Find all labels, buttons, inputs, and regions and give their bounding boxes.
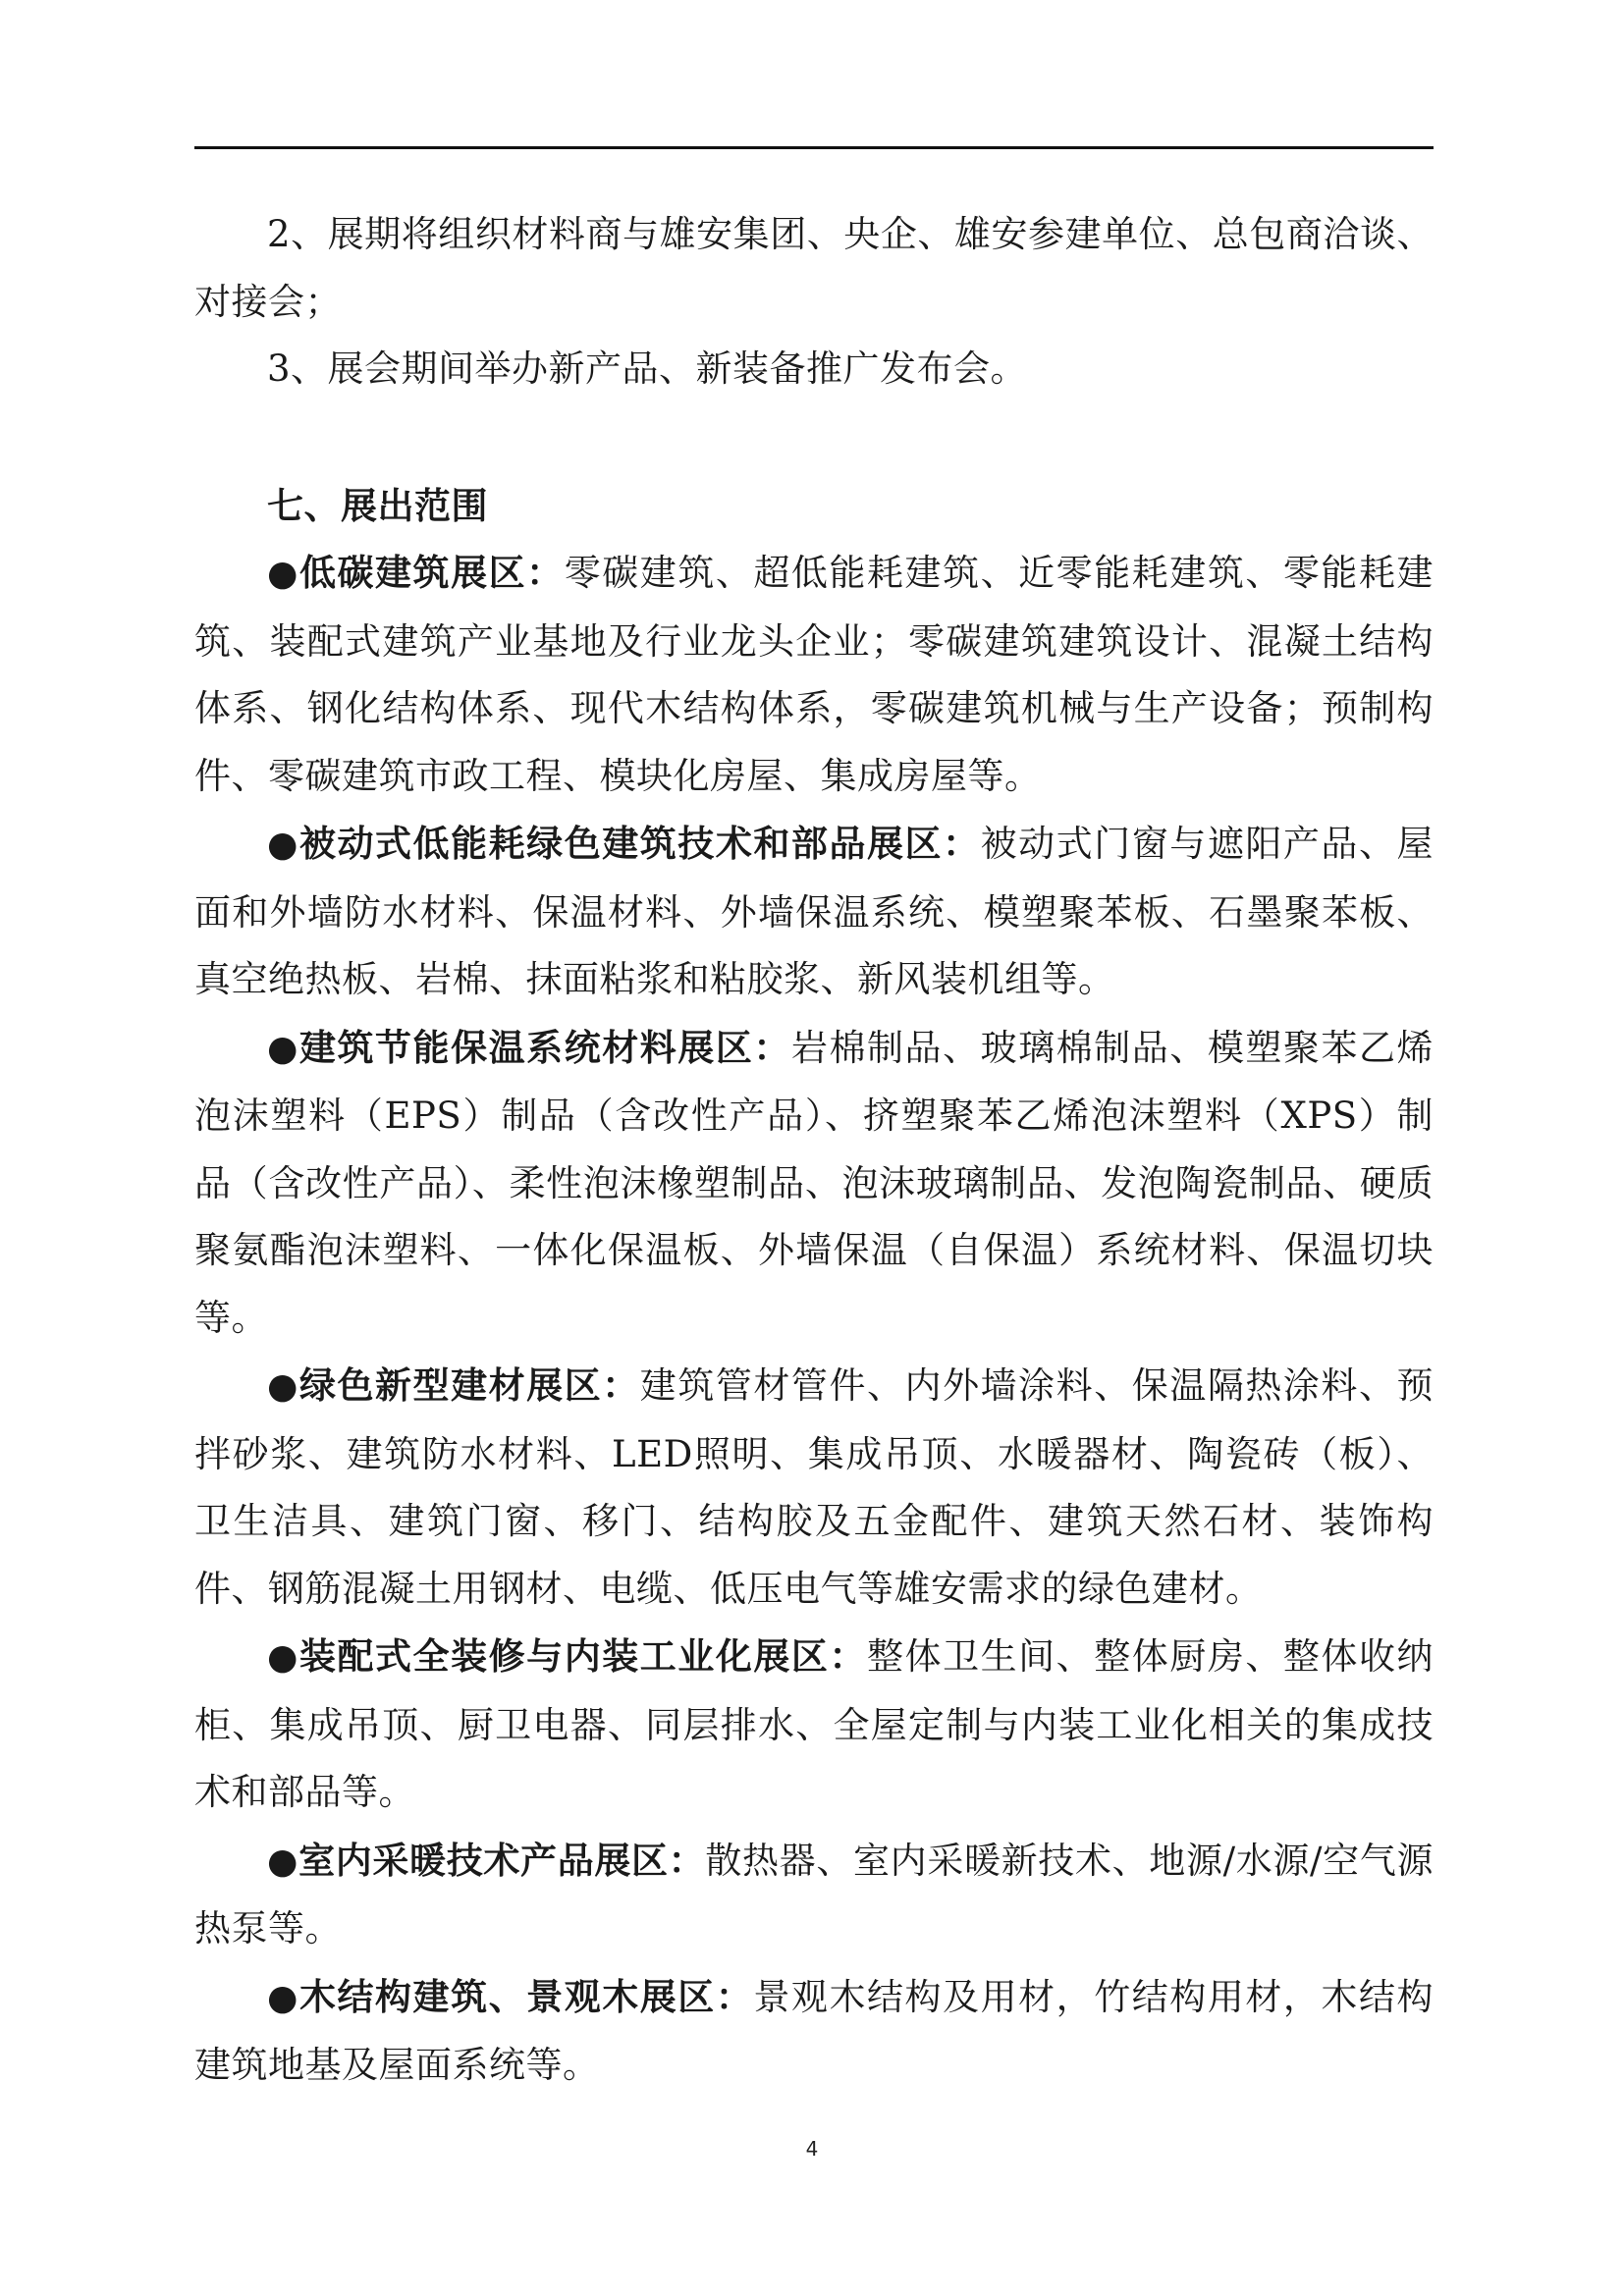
bullet-icon: ● — [267, 1366, 299, 1407]
zone-label: 装配式全装修与内装工业化展区： — [298, 1634, 867, 1678]
zone-text: 整体卫生间、整体厨房、整体收纳柜、集成吊顶、厨卫电器、同层排水、全屋定制与内装工业化相关的集成技术和部品等。 — [194, 1635, 1435, 1813]
bullet-icon: ● — [267, 1977, 299, 2018]
zone-text: 零碳建筑、超低能耗建筑、近零能耗建筑、零能耗建筑、装配式建筑产业基地及行业龙头企业；零碳建筑建筑设计、混凝土结构体系、钢化结构体系、现代木结构体系，零碳建筑机械与生产设备；预制构件、零碳建筑市政工程、模块化房屋、集成房屋等。 — [194, 552, 1435, 797]
zone-text: 景观木结构及用材，竹结构用材，木结构建筑地基及屋面系统等。 — [194, 1975, 1435, 2086]
zone-label: 室内采暖技术产品展区： — [298, 1838, 706, 1882]
bullet-icon: ● — [267, 1841, 299, 1882]
zone-green-materials — [194, 1352, 1434, 1623]
zone-label: 低碳建筑展区： — [298, 551, 565, 594]
intro-item-3: 3、展会期间举办新产品、新装备推广发布会。 — [267, 347, 1028, 390]
bullet-icon: ● — [267, 825, 299, 865]
zone-text: 被动式门窗与遮阳产品、屋面和外墙防水材料、保温材料、外墙保温系统、模塑聚苯板、石墨聚苯板、真空绝热板、岩棉、抹面粘浆和粘胶浆、新风装机组等。 — [194, 823, 1435, 1000]
zone-label: 木结构建筑、景观木展区： — [298, 1974, 754, 2018]
intro-item-2: 2、展期将组织材料商与雄安集团、央企、雄安参建单位、总包商洽谈、对接会； — [194, 213, 1434, 323]
zone-wood-structure — [194, 1963, 1434, 2100]
zone-text: 建筑管材管件、内外墙涂料、保温隔热涂料、预拌砂浆、建筑防水材料、LED照明、集成吊顶、水暖器材、陶瓷砖（板）、卫生洁具、建筑门窗、移门、结构胶及五金配件、建筑天然石材、装饰构件、钢筋混凝土用钢材、电缆、低压电气等雄安需求的绿色建材。 — [194, 1364, 1434, 1610]
zone-prefab-decoration — [194, 1623, 1434, 1827]
zone-indoor-heating — [194, 1827, 1434, 1963]
zone-passive-building — [194, 810, 1434, 1014]
zone-label: 建筑节能保温系统材料展区： — [298, 1025, 791, 1069]
section-title: 七、展出范围 — [267, 483, 488, 527]
bullet-icon: ● — [267, 554, 299, 594]
page-content — [194, 201, 1434, 2100]
zone-text: 散热器、室内采暖新技术、地源/水源/空气源热泵等。 — [194, 1839, 1435, 1949]
zone-text: 岩棉制品、玻璃棉制品、模塑聚苯乙烯泡沫塑料（EPS）制品（含改性产品）、挤塑聚苯乙烯泡沫塑料（XPS）制品（含改性产品）、柔性泡沫橡塑制品、泡沫玻璃制品、发泡陶瓷制品、硬质聚氨酯泡沫塑料、一体化保温板、外墙保温（自保温）系统材料、保温切块等。 — [194, 1026, 1434, 1339]
bullet-icon: ● — [267, 1637, 299, 1678]
header-rule — [194, 146, 1434, 149]
bullet-icon: ● — [267, 1028, 299, 1069]
zone-low-carbon — [194, 539, 1434, 810]
page-number: 4 — [805, 2137, 819, 2161]
zone-label: 绿色新型建材展区： — [298, 1363, 640, 1407]
zone-label: 被动式低能耗绿色建筑技术和部品展区： — [298, 822, 981, 865]
zone-insulation-materials — [194, 1014, 1434, 1353]
